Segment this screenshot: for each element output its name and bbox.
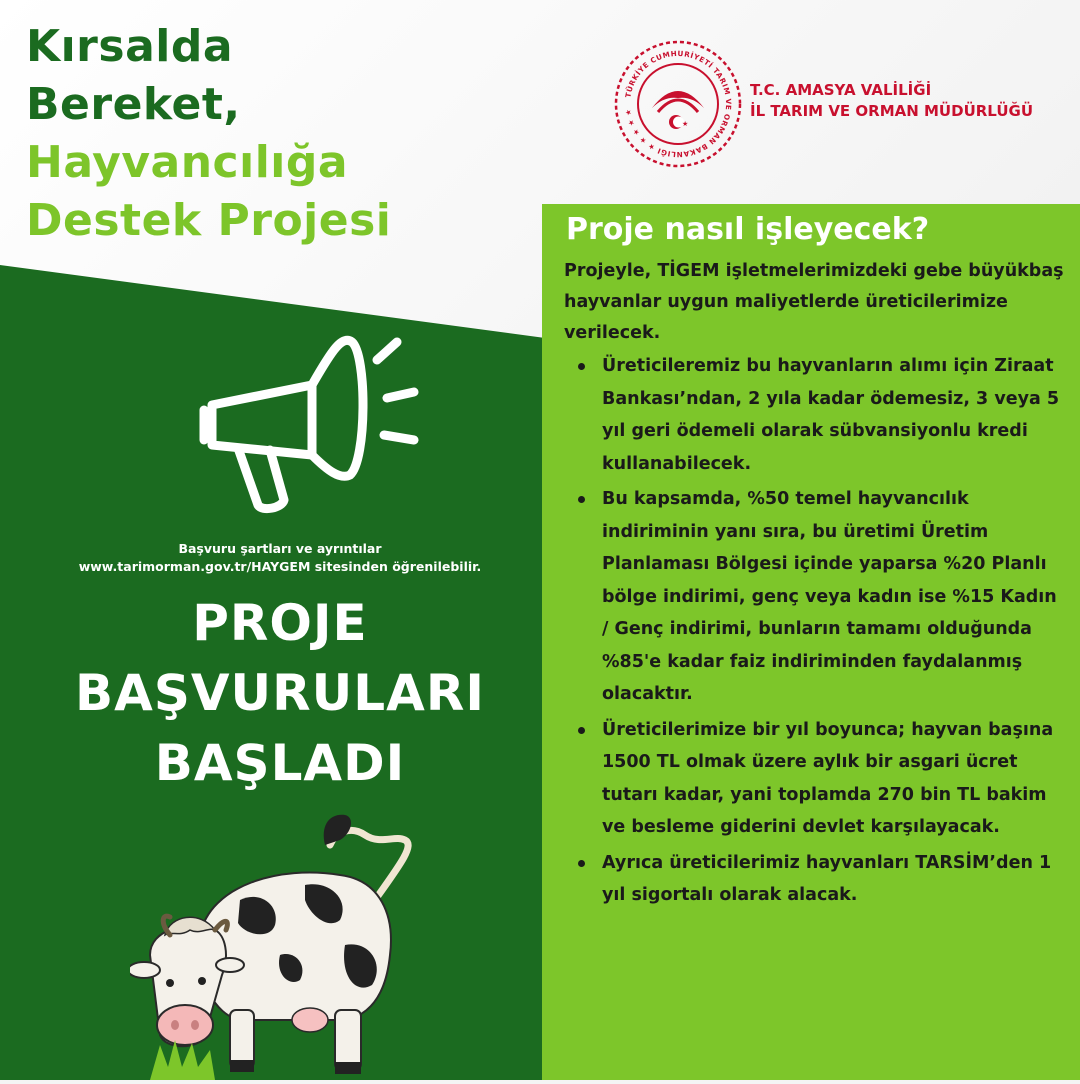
panel-intro: Projeyle, TİGEM işletmelerimizdeki gebe büyükbaş hayvanlar uygun maliyetlerde üreticilerimize verilecek. — [564, 261, 1064, 343]
bullet-icon — [578, 727, 585, 734]
megaphone-icon — [192, 330, 442, 525]
title-line-1: Kırsalda — [26, 21, 234, 72]
bullet-icon — [578, 496, 585, 503]
cta-line-3: BAŞLADI — [154, 734, 406, 792]
panel-heading: Proje nasıl işleyecek? — [566, 212, 930, 247]
cta-line-2: BAŞVURULARI — [75, 664, 485, 722]
bullet-text: Üreticilerimize bir yıl boyunca; hayvan başına 1500 TL olmak üzere aylık bir asgari ücret tutarı kadar, yani toplamda 270 bin TL bakim ve besleme giderini devlet karşılayacak. — [602, 719, 1054, 837]
project-info-panel — [542, 204, 1080, 1080]
applications-started-heading — [20, 588, 540, 798]
title-line-2: Bereket, — [26, 79, 241, 130]
list-item — [580, 847, 1062, 912]
title-line-4: Destek Projesi — [26, 195, 392, 246]
bullet-icon — [578, 860, 585, 867]
info-line-2-url: www.tarimorman.gov.tr/HAYGEM sitesinden öğrenilebilir. — [78, 559, 482, 574]
logo-line-1: T.C. AMASYA VALİLİĞİ — [750, 81, 932, 99]
list-item — [580, 714, 1062, 844]
page-title — [26, 18, 391, 250]
svg-text:★: ★ — [682, 120, 689, 128]
list-item — [580, 483, 1062, 711]
panel-bullet-list — [580, 350, 1062, 915]
application-info — [20, 540, 540, 576]
ministry-seal-logo — [612, 38, 744, 170]
cta-line-1: PROJE — [192, 594, 368, 652]
logo-line-2: İL TARIM VE ORMAN MÜDÜRLÜĞÜ — [750, 102, 1033, 120]
bullet-text: Ayrıca üreticilerimiz hayvanları TARSİM’den 1 yıl sigortalı olarak alacak. — [602, 852, 1052, 905]
svg-text:TÜRKİYE CUMHURİYETİ TARIM VE O: TÜRKİYE CUMHURİYETİ TARIM VE ORMAN BAKANLIĞI ★ ★ ★ ★ ★ — [623, 48, 734, 160]
title-line-3: Hayvancılığa — [26, 137, 349, 188]
bullet-text: Üreticileremiz bu hayvanların alımı için Ziraat Bankası’ndan, 2 yıla kadar ödemesiz, 3 veya 5 yıl geri ödemeli olarak sübvansiyonlu kredi kullanabilecek. — [602, 356, 1060, 474]
ministry-name — [750, 80, 1033, 122]
bullet-text: Bu kapsamda, %50 temel hayvancılık indiriminin yanı sıra, bu üretimi Üretim Planlaması Bölgesi içinde yaparsa %20 Planlı bölge indirimi, genç veya kadın ise %15 Kadın / Genç indirimi, bunların tamamı olduğunda %85'e kadar faiz indiriminden faydalanmış olacaktır. — [602, 489, 1057, 704]
list-item — [580, 350, 1062, 480]
cow-illustration — [130, 805, 430, 1080]
bullet-icon — [578, 363, 585, 370]
info-line-1: Başvuru şartları ve ayrıntılar — [178, 541, 382, 556]
